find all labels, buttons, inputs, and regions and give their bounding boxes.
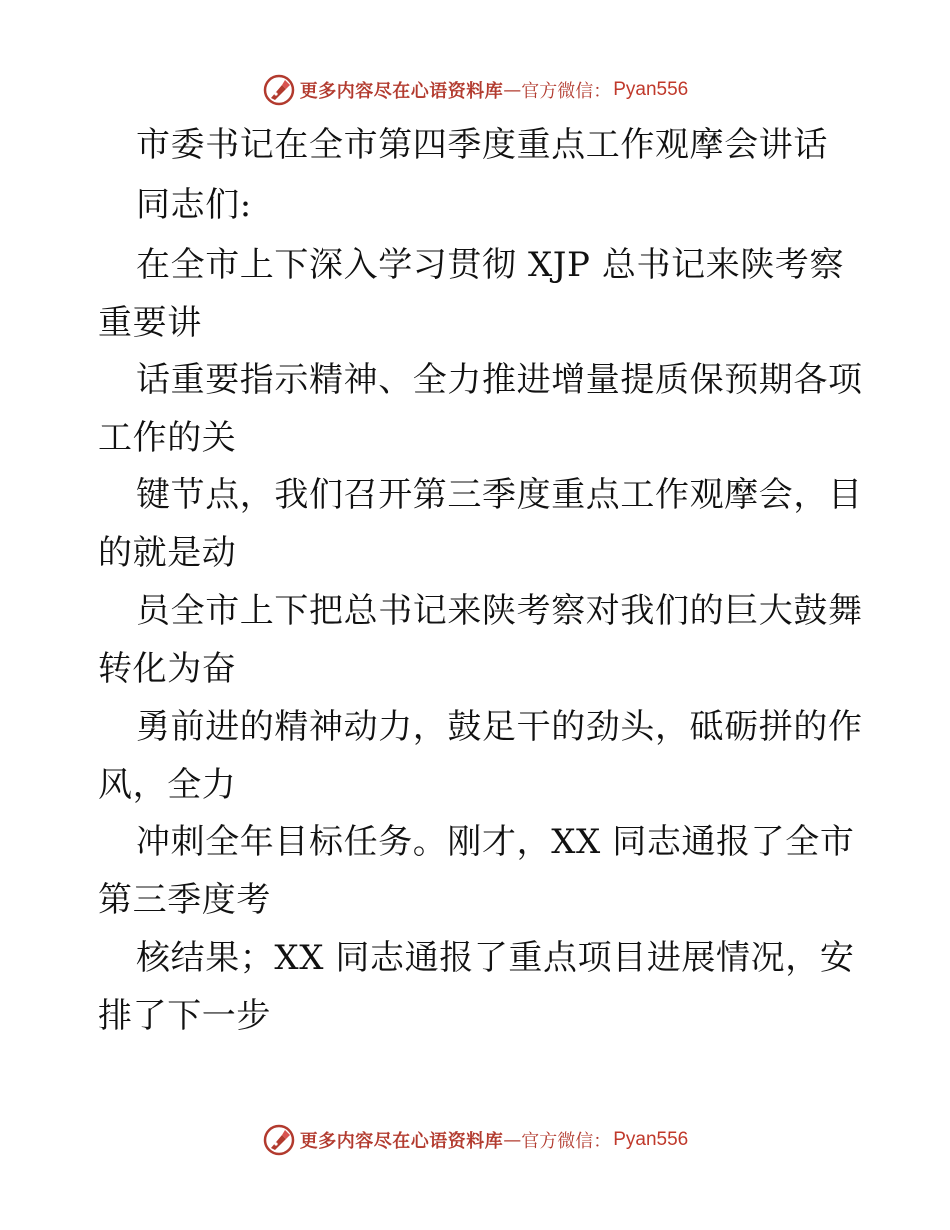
text-line: 话重要指示精神、全力推进增量提质保预期各项 xyxy=(136,360,863,400)
banner-text: 更多内容尽在心语资料库 xyxy=(299,81,504,102)
banner-text: 更多内容尽在心语资料库 xyxy=(299,1131,504,1152)
text-line: 工作的关 xyxy=(98,418,237,458)
banner-wechat-label: 官方微信： xyxy=(521,1131,612,1152)
text-line: 在全市上下深入学习贯彻 XJP 总书记来陕考察 xyxy=(136,245,845,285)
text-line: 冲刺全年目标任务。刚才，XX 同志通报了全市 xyxy=(136,822,855,862)
pen-nib-logo-icon xyxy=(262,1123,296,1157)
pen-nib-logo-icon xyxy=(262,73,296,107)
text-line: 重要讲 xyxy=(98,303,202,343)
text-line: 排了下一步 xyxy=(98,996,271,1036)
banner-wechat-label: 官方微信： xyxy=(521,81,612,102)
text-line: 键节点，我们召开第三季度重点工作观摩会，目 xyxy=(136,475,863,515)
text-line: 风，全力 xyxy=(98,765,237,805)
salutation: 同志们: xyxy=(136,185,252,225)
banner-separator: — xyxy=(503,1129,522,1151)
banner-wechat-id: Pyan556 xyxy=(613,1129,689,1150)
banner-separator: — xyxy=(503,79,522,101)
banner-wechat-id: Pyan556 xyxy=(613,79,689,100)
text-line: 第三季度考 xyxy=(98,880,271,920)
header-banner xyxy=(0,70,950,110)
text-line: 的就是动 xyxy=(98,533,237,573)
text-line: 核结果；XX 同志通报了重点项目进展情况，安 xyxy=(136,938,855,978)
footer-banner xyxy=(0,1120,950,1160)
text-line: 勇前进的精神动力，鼓足干的劲头，砥砺拼的作 xyxy=(136,707,863,747)
document-title: 市委书记在全市第四季度重点工作观摩会讲话 xyxy=(136,125,828,165)
text-line: 转化为奋 xyxy=(98,649,237,689)
text-line: 员全市上下把总书记来陕考察对我们的巨大鼓舞 xyxy=(136,591,863,631)
